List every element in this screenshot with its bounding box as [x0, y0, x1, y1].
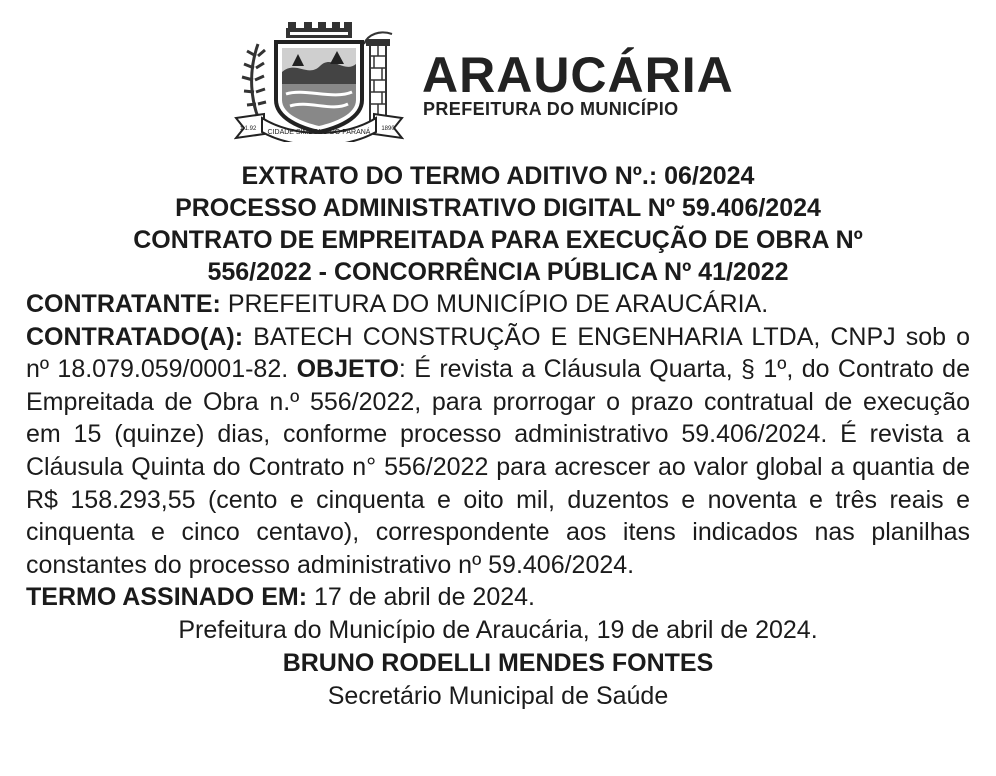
- termo-paragraph: [26, 581, 970, 614]
- objeto-label: OBJETO: [296, 355, 399, 384]
- contratado-label: CONTRATADO(A):: [26, 322, 244, 351]
- termo-value: 17 de abril de 2024.: [307, 583, 535, 612]
- brand-subtitle: PREFEITURA DO MUNICÍPIO: [423, 99, 679, 119]
- brand-name: ARAUCÁRIA: [422, 47, 734, 103]
- title-line-4: 556/2022 - CONCORRÊNCIA PÚBLICA Nº 41/2022: [207, 258, 789, 286]
- contratante-value: PREFEITURA DO MUNICÍPIO DE ARAUCÁRIA.: [220, 290, 769, 318]
- contratado-value: BATECH CONSTRUÇÃO E ENGENHARIA LTDA, CNPJ sob o nº 18.079.059/0001-82.: [26, 322, 970, 384]
- document-body: [26, 160, 970, 713]
- place-date: Prefeitura do Município de Araucária, 19 de abril de 2024.: [178, 615, 818, 644]
- title-line-3: CONTRATO DE EMPREITADA PARA EXECUÇÃO DE OBRA Nº: [133, 226, 863, 254]
- termo-label: TERMO ASSINADO EM:: [26, 583, 308, 612]
- signer-name: BRUNO RODELLI MENDES FONTES: [282, 648, 714, 677]
- crest-year-left: 1.1.92: [239, 126, 257, 132]
- crest-motto-text: CIDADE SÍMBOLO DO PARANÁ: [267, 129, 371, 136]
- objeto-value: : É revista a Cláusula Quarta, § 1º, do Contrato de Empreitada de Obra n.º 556/2022, para prorrogar o prazo contratual de execução em 15 (quinze) dias, conforme processo administrativo 59.406/2024. É revista a Cláusula Quinta do Contrato n° 556/2022 para acrescer ao valor global a quantia de R$ 158.293,55 (cento e cinquenta e oito mil, duzentos e noventa e três reais e cinquenta e cinco centavo), correspondente aos itens indicados nas planilhas constantes do processo administrativo nº 59.406/2024.: [26, 355, 970, 579]
- title-line-2: PROCESSO ADMINISTRATIVO DIGITAL Nº 59.406/2024: [175, 194, 821, 222]
- signer-role: Secretário Municipal de Saúde: [327, 681, 669, 710]
- contratante-paragraph: [26, 288, 970, 321]
- contratante-label: CONTRATANTE:: [26, 290, 221, 318]
- header: [0, 0, 996, 150]
- contratado-paragraph: [26, 321, 970, 582]
- title-line-1: EXTRATO DO TERMO ADITIVO Nº.: 06/2024: [241, 162, 755, 190]
- crest-year-right: 1890: [381, 126, 395, 132]
- municipal-crest-icon: [234, 22, 404, 142]
